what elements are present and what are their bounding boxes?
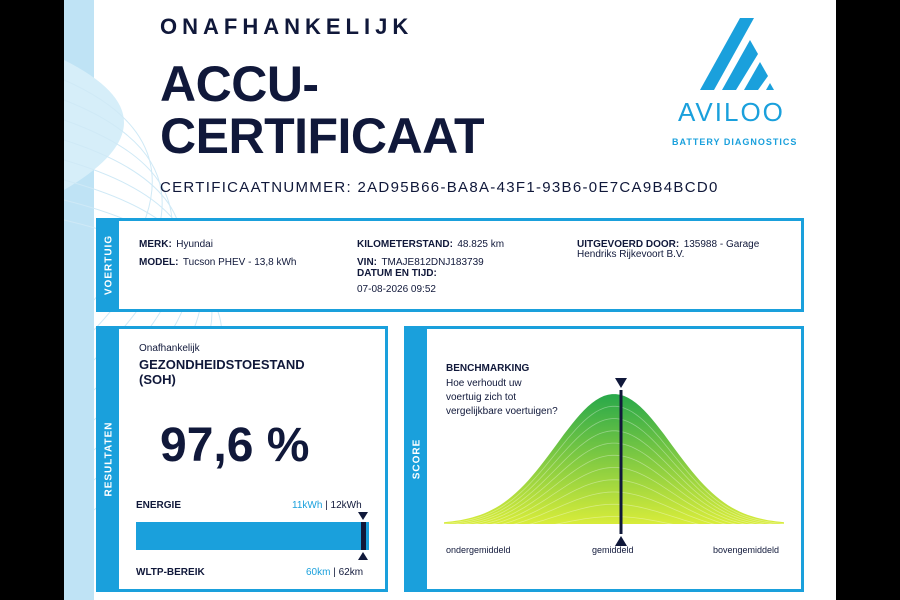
vehicle-section-label: VOERTUIG <box>103 234 115 296</box>
performed-by-label: UITGEVOERD DOOR: <box>577 239 680 250</box>
certificate-number-label: CERTIFICAATNUMMER: <box>160 179 353 196</box>
logo-tagline: BATTERY DIAGNOSTICS <box>672 137 798 147</box>
certificate-title <box>160 58 484 162</box>
aviloo-logo-icon <box>700 18 782 90</box>
logo-wordmark: AVILOO <box>678 97 785 127</box>
score-section-label: SCORE <box>411 438 423 480</box>
benchmark-marker <box>612 378 632 546</box>
certificate-page <box>64 0 836 600</box>
vehicle-section-tab <box>99 221 119 309</box>
benchmark-heading: BENCHMARKING <box>446 363 530 374</box>
range-max: | 62km <box>333 567 364 578</box>
energy-bar-end <box>361 522 366 550</box>
make-value: Hyundai <box>176 239 213 250</box>
odometer-value: 48.825 km <box>457 239 505 250</box>
benchmark-marker-top-icon <box>615 378 627 388</box>
vehicle-section <box>96 218 804 312</box>
energy-marker-icon <box>358 512 370 520</box>
energy-current: 11kWh <box>292 500 323 511</box>
title-line-1: ACCU- <box>160 56 319 112</box>
soh-label <box>139 357 305 387</box>
certificate-subtitle: ONAFHANKELIJK <box>160 14 414 39</box>
benchmark-left-label: ondergemiddeld <box>446 545 511 555</box>
aviloo-logo <box>664 18 814 147</box>
benchmark-marker-line <box>620 390 623 534</box>
certificate-number: 2AD95B66-BA8A-43F1-93B6-0E7CA9B4BCD0 <box>357 179 719 196</box>
model-value: Tucson PHEV - 13,8 kWh <box>182 257 297 268</box>
energy-label: ENERGIE <box>136 500 182 511</box>
results-section-tab <box>99 329 119 589</box>
soh-value: 97,6 % <box>160 419 310 472</box>
benchmark-question-line-3: vergelijkbare voertuigen? <box>446 406 558 417</box>
certificate-number-line <box>160 179 719 196</box>
soh-label-line-2: (SOH) <box>139 372 176 387</box>
vin-label: VIN: <box>357 257 377 268</box>
benchmark-question <box>446 377 558 419</box>
make-label: MERK: <box>139 239 172 250</box>
datetime-label: DATUM EN TIJD: <box>357 268 437 279</box>
range-current: 60km <box>306 567 331 578</box>
range-label: WLTP-BEREIK <box>136 567 205 578</box>
benchmark-question-line-2: voertuig zich tot <box>446 392 517 403</box>
energy-bar <box>136 522 369 550</box>
range-values <box>306 567 363 578</box>
soh-label-line-1: GEZONDHEIDSTOESTAND <box>139 357 305 372</box>
performed-by-line-2: Hendriks Rijkevoort B.V. <box>577 249 685 260</box>
results-section-label: RESULTATEN <box>103 421 115 497</box>
benchmark-question-line-1: Hoe verhoudt uw <box>446 378 522 389</box>
range-marker-icon <box>358 552 370 560</box>
energy-values <box>292 500 362 511</box>
soh-pre-label: Onafhankelijk <box>139 343 200 354</box>
title-line-2: CERTIFICAAT <box>160 108 485 164</box>
energy-max: | 12kWh <box>325 500 362 511</box>
benchmark-right-label: bovengemiddeld <box>713 545 780 555</box>
score-section-tab <box>407 329 427 589</box>
vin-value: TMAJE812DNJ183739 <box>381 257 484 268</box>
benchmark-center-label: gemiddeld <box>592 545 634 555</box>
performed-by-line-1: 135988 - Garage <box>683 239 760 250</box>
datetime-value: 07-08-2026 09:52 <box>357 284 436 295</box>
model-label: MODEL: <box>139 257 179 268</box>
odometer-label: KILOMETERSTAND: <box>357 239 453 250</box>
